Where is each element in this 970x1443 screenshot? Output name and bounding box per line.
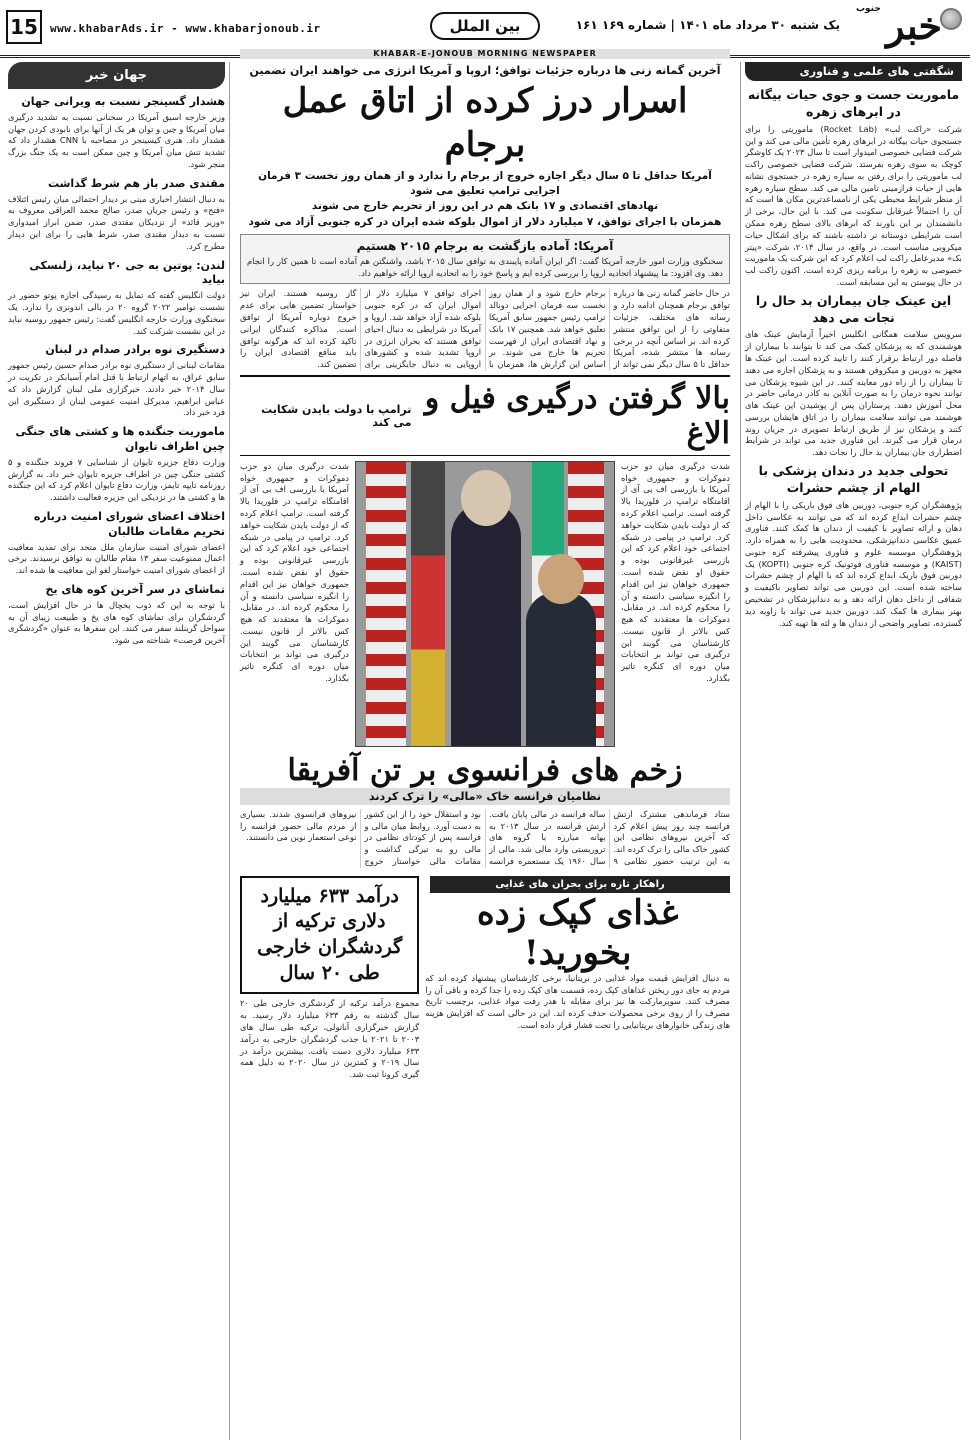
jcpoa-deck-1: آمریکا حداقل تا ۵ سال دیگر اجازه خروج از برجام را ندارد و از همان روز نخست ۳ فرمان اجرایی ترامپ تعلیق می شود — [258, 170, 712, 198]
world-news-column — [4, 62, 230, 1440]
jcpoa-deck-2: نهادهای اقتصادی و ۱۷ بانک هم در این روز از تحریم خارج می شوند — [311, 200, 659, 213]
venus-article-body: شرکت «راکت لب» (Rocket Lab) ماموریتی را برای جستجوی حیات بیگانه در ابرهای زهره تأمین مالی می کند و این شرکت فضایی خصوصی امیدوار است تا سال ۲۰۲۳ یک کاوشگر کوچک به سوی زهره بفرستد. شرکت فضایی خصوصی راکت لب ماموریتی را برای رفتن به سیاره زهره در جستجوی نشانه هایی از حیات فرازمینی تامین مالی می کند. سطح سیاره زهره از منظر شرایط محیطی یکی از نامساعدترین مکان ها است که آن را احتمالاً غیرقابل سکونت می کند. با این حال، برخی از دانشمندان بر این باورند که ابرهای بالای سطح زهره ممکن است شرایطی دوستانه تر داشته باشند که برای اشکال حیات میکروبی مناسب است. در واقع، در سال ۲۰۱۴، شرکت «پیتر بک» مدیرعامل راکت لب اعلام کرد که این شرکت یک ماموریت خصوصی به زهره را برنامه ریزی کرده است. اکنون راکت لب در حال پیوستن به این مسابقه است. — [745, 123, 963, 287]
icebergs-body: با توجه به این که ذوب یخچال ها در حال افزایش است، گردشگران برای تماشای کوه های یخ و طبیعت زیبای آن به سواحل گرینلند سفر می کنند. این سفرها به عنوان «گردشگری آخرین فرصت» شناخته می شود. — [8, 599, 225, 646]
person-figure — [526, 592, 596, 747]
taiwan-body: وزارت دفاع جزیره تایوان از شناسایی ۷ فروند جنگنده و ۵ کشتی جنگی چین در اطراف جزیره تایوان خبر داد. به گزارش روزنامه تایپه تایمز، وزارت دفاع تایوان اعلام کرد که این جنگنده ها و کشتی ها در نزدیکی این جزیره فعالیت داشتند. — [8, 456, 225, 503]
english-strip: KHABAR-E-JONOUB MORNING NEWSPAPER — [240, 49, 730, 59]
science-section-tag: شگفتی های علمی و فناوری — [745, 62, 962, 81]
elephant-headline-row — [240, 375, 730, 456]
icebergs-title: تماشای در سر آخرین کوه های یخ — [45, 582, 225, 596]
jcpoa-kicker: آخرین گمانه زنی ها درباره جزئیات توافق؛ اروپا و آمریکا انرژی می خواهند ایران تضمین — [249, 64, 721, 77]
logo-subtitle: جنوب — [856, 4, 881, 14]
person-head — [538, 554, 584, 604]
page-number: 15 — [6, 10, 42, 44]
venus-article-title: ماموریت جست و جوی حیات بیگانه در ابرهای زهره — [747, 87, 960, 119]
us-ready-box — [240, 234, 730, 285]
kissinger-title: هشدار گسینجر نسبت به ویرانی جهان — [21, 95, 225, 108]
africa-kicker: نظامیان فرانسه خاک «مالی» را ترک کردند — [240, 788, 730, 805]
flag-image — [366, 462, 406, 746]
dentistry-title: تحولی جدید در دندان پزشکی با الهام از چشم حشرات — [758, 463, 949, 495]
us-ready-title: آمریکا: آماده بازگشت به برجام ۲۰۱۵ هستیم — [356, 238, 614, 253]
elephant-body-cont: شدت درگیری میان دو حزب دموکرات و جمهوری خواه آمریکا با بازرسی اف بی آی از اقامتگاه ترامپ در فلوریدا بالا گرفته است. ترامپ اعلام کرده که از دولت بایدن شکایت خواهد کرد. ترامپ در پیامی در شبکه اجتماعی خود اعلام کرد که این بازرسی غیرقانونی بوده و حقوق او نقض شده است. جمهوری خواهان نیز این اقدام را انگیزه سیاسی دانسته و آن را محکوم کرده اند. در مقابل، دموکرات ها معتقدند که هیچ کس بالاتر از قانون نیست. کارشناسان می گویند این درگیری می تواند بر انتخابات میان دوره ای کنگره تاثیر بگذارد. — [240, 460, 349, 683]
africa-body-columns — [240, 809, 730, 868]
sadr-title: مقتدی صدر باز هم شرط گذاشت — [47, 176, 225, 190]
saddam-nephew-body: مقامات لبنانی از دستگیری نوه برادر صدام حسین رئیس جمهور سابق عراق، به اتهام ارتباط با قتل امام آسیابکر در تکریت در سال ۲۰۱۴ خبر دادند. خبرگزاری ملی لبنان گزارش داد که عباس ابراهیم، مدیرکل امنیت عمومی لبنان از دستگیری این فرد خبر داد. — [8, 360, 225, 418]
taliban-title: اختلاف اعضای شورای امنیت درباره تحریم مقامات طالبان — [33, 509, 225, 538]
section-badge: بین الملل — [430, 12, 540, 40]
science-column — [740, 62, 966, 1440]
jcpoa-body-columns — [240, 288, 730, 370]
smart-glasses-body: سرویس سلامت همگانی انگلیس اخیراً آزمایش عینک های هوشمندی که به پزشکان کمک می کند تا بتوانند با بیماران از فاصله دور ارتباط برقرار کنند را تایید کرده است. این عینک ها مجهز به دوربین و میکروفن هستند و به پزشکان اجازه می دهند تا بیماران را از راه دور معاینه کنند. در این شیوه پزشکان می توانند نحوه درمان را به صورت آنلاین به کادر درمانی حاضر در محل آموزش دهند. پرستاران پس از پوشیدن این عینک های هوشمند می توانند سلامت بیماران را در اتاق هایشان بررسی کنند و پزشکان نیز از طریق ارتباط تصویری در جریان روند درمان قرار می گیرند. این فناوری جدید می تواند در شرایط اضطراری جان بیماران بد حال را نجات دهد. — [745, 329, 962, 458]
person-figure — [451, 502, 521, 747]
sadr-body: به دنبال انتشار اخباری مبنی بر دیدار احتمالی میان رئیس ائتلاف «فتح» و رئیس جریان صدر، صالح محمد العراقی معروف به «وزیر قائد» از نزدیکان مقتدی صدر، ضمن ابراز امیدواری نسبت به دیدار مقتدی صدر، شرط هایی را برای این دیدار مطرح کرد. — [8, 193, 225, 251]
smart-glasses-title: این عینک جان بیماران بد حال را نجات می دهد — [755, 292, 952, 325]
food-kicker: راهکار تازه برای بحران های غذایی — [430, 876, 730, 893]
turkey-body: مجموع درآمد ترکیه از گردشگری خارجی طی ۲۰ سال گذشته به رقم ۶۳۳ میلیارد دلار رسید. به گزارش خبرگزاری آناتولی، ترکیه طی سال های ۲۰۰۳ تا ۲۰۲۱ با جذب گردشگران خارجی به درآمد ۶۳۳ میلیارد دلاری دست یافت. بیشترین درآمد در سال ۲۰۱۹ و کمترین در سال ۲۰۲۰ به دلیل همه گیری کرونا ثبت شد. — [240, 998, 420, 1080]
dentistry-body: پژوهشگران کره جنوبی، دوربین های فوق باریکی را با الهام از چشم حشرات ابداع کرده اند که می توانند به عکاسی داخل دهان و ارائه تصاویر با کیفیت از دندان ها کمک کنند. فناوری عمیق عکاسی دندانپزشکی، محدودیت هایی را به همراه دارد. پژوهشگران موسسه علوم و فناوری پیشرفته کره جنوبی (KAIST) و موسسه فناوری فوتونیک کره جنوبی (KOPTI) یک دوربین فوق باریک ابداع کرده اند که با الهام از چشم حشرات ساخته شده است. این دوربین می تواند تصاویر باکیفیت و شفافی از داخل دهان ارائه دهد و به دندانپزشکان در تشخیص بهتر بیماری ها کمک کند. دوربین جدید می تواند با زاویه دید گسترده، تصاویر واضحی از دندان ها و لثه ها تهیه کند. — [745, 499, 962, 628]
taliban-body: اعضای شورای امنیت سازمان ملل متحد برای تمدید معافیت اعمال ممنوعیت سفر ۱۳ مقام طالبان به توافق نرسیدند. برخی از اعضای شورای امنیت خواستار لغو این معافیت ها شده اند. — [8, 541, 225, 576]
africa-body: ستاد فرماندهی مشترک ارتش فرانسه چند روز پیش اعلام کرد که آخرین نیروهای نظامی این کشور خاک مالی را ترک کرده اند. به این ترتیب حضور نظامی ۹ ساله فرانسه در مالی پایان یافت. ارتش فرانسه در سال ۲۰۱۳ به بهانه مبارزه با گروه های تروریستی وارد مالی شد. مالی از سال ۱۹۶۰ یک مستعمره فرانسه بود و استقلال خود را از این کشور به دست آورد. روابط میان مالی و فرانسه پس از کودتای نظامی در مالی رو به تیرگی گذاشت و مقامات مالی خواستار خروج نیروهای فرانسوی شدند. بسیاری از مردم مالی حضور فرانسه را نوعی استعمار نوین می دانستند. — [240, 808, 730, 867]
elephant-headline: بالا گرفتن درگیری فیل و الاغ — [424, 380, 730, 451]
logo-text: خبر — [886, 3, 942, 48]
flag-image — [411, 462, 445, 746]
africa-headline: زخم های فرانسوی بر تن آفریقا — [287, 752, 683, 788]
jcpoa-deck-3: همزمان با اجرای توافق، ۷ میلیارد دلار از اموال بلوکه شده ایران در کره جنوبی آزاد می شود — [248, 215, 722, 228]
globe-icon — [940, 8, 962, 30]
london-g20-title: لندن: پوتین به جی ۲۰ نیاید، زلنسکی بیاید — [29, 258, 225, 287]
bottom-row — [240, 876, 730, 1081]
dateline: یک شنبه ۳۰ مرداد ماه ۱۴۰۱ | شماره ۱۶۹ ۱۶۱ — [575, 18, 840, 32]
elephant-kicker: ترامپ با دولت بایدن شکایت می کند — [261, 402, 412, 429]
us-ready-body: سخنگوی وزارت امور خارجه آمریکا گفت: اگر ایران آماده پایبندی به توافق سال ۲۰۱۵ باشد، واشنگتن هم آماده است تا همین کار را انجام دهد. وی افزود: ما پیشنهاد اتحادیه اروپا را بررسی کرده ایم و پاسخ خود را به اتحادیه اروپا ارائه خواهیم داد. — [247, 255, 723, 278]
jcpoa-body: در حال حاضر گمانه زنی ها درباره توافق برجام همچنان ادامه دارد و رسانه های مختلف، جزئیات متفاوتی را از این توافق منتشر کرده اند. بر اساس آنچه در برخی رسانه ها منتشر شده، آمریکا حداقل تا ۵ سال دیگر نمی تواند از برجام خارج شود و از همان روز نخست سه فرمان اجرایی دونالد ترامپ رئیس جمهور سابق آمریکا تعلیق خواهد شد. همچنین ۱۷ بانک و نهاد اقتصادی ایران از فهرست تحریم ها خارج می شوند. بر اساس این گزارش ها، همزمان با اجرای توافق ۷ میلیارد دلار از اموال ایران که در کره جنوبی بلوکه شده آزاد خواهد شد. اروپا و آمریکا در شرایطی به دنبال احیای توافق هستند که بحران انرژی در اروپا تشدید شده و کشورهای اروپایی به دنبال جایگزینی برای گاز روسیه هستند. ایران نیز خواستار تضمین هایی برای عدم خروج دوباره آمریکا از توافق است. مذاکره کنندگان ایرانی تاکید کرده اند که هرگونه توافق باید منافع اقتصادی ایران را تضمین کند. — [240, 288, 730, 370]
website-url[interactable]: www.khabarAds.ir - www.khabarjonoub.ir — [50, 22, 321, 35]
food-headline: غذای کپک زده بخورید! — [476, 892, 679, 973]
food-story — [425, 876, 730, 1081]
world-news-tag: جهان خبر — [8, 62, 225, 89]
london-g20-body: دولت انگلیس گفته که تمایل به رسیدگی اجازه پوتو حضور در نشست نوامبر ۲۰۲۲ گروه ۲۰ در بالی اندونزی را ندارد. یک سخنگوی وزارت خارجه انگلیس گفت: رئیس جمهور روسیه نباید در این نشست شرکت کند. — [8, 290, 225, 336]
saddam-nephew-title: دستگیری نوه برادر صدام در لبنان — [45, 343, 225, 357]
newspaper-logo — [852, 4, 962, 48]
masthead — [0, 0, 970, 58]
kissinger-body: وزیر خارجه اسبق آمریکا در سخنانی نسبت به تشدید درگیری میان آمریکا و چین و توان هر یک از آنها برای نابودی کردن جهان هشدار داد. هنری کیسینجر در مصاحبه با CNN هشدار داد که تشدید تنش میان آمریکا و چین ممکن است به یک جنگ بزرگ منجر شود. — [8, 111, 225, 169]
person-head — [461, 470, 511, 526]
turkey-story — [240, 876, 419, 1081]
elephant-body: شدت درگیری میان دو حزب دموکرات و جمهوری خواه آمریکا با بازرسی اف بی آی از اقامتگاه ترامپ در فلوریدا بالا گرفته است. ترامپ اعلام کرده که از دولت بایدن شکایت خواهد کرد. ترامپ در پیامی در شبکه اجتماعی خود اعلام کرد که این بازرسی غیرقانونی بوده و حقوق او نقض شده است. جمهوری خواهان نیز این اقدام را انگیزه سیاسی دانسته و آن را محکوم کرده اند. در مقابل، دموکرات ها معتقدند که هیچ کس بالاتر از قانون نیست. کارشناسان می گویند این درگیری می تواند بر انتخابات میان دوره ای کنگره تاثیر بگذارد. — [621, 460, 730, 683]
biden-photo — [355, 461, 615, 747]
main-stories — [234, 62, 736, 1440]
jcpoa-headline: اسرار درز کرده از اتاق عمل برجام — [282, 81, 688, 165]
food-body: به دنبال افزایش قیمت مواد غذایی در بریتانیا، برخی کارشناسان پیشنهاد کرده اند که مردم به جای دور ریختن غذاهای کپک زده، قسمت های کپک زده را جدا کرده و باقی آن را مصرف کنند. سوپرمارکت ها نیز برای مقابله با هدر رفت مواد غذایی، برچسب تاریخ مصرف را از روی برخی محصولات حذف کرده اند. این در حالی است که افزایش هزینه های زندگی خانوارهای بریتانیایی را تحت فشار قرار داده است. — [425, 972, 730, 1030]
taiwan-title: ماموریت جنگنده ها و کشتی های جنگی چین اطراف تایوان — [15, 425, 225, 453]
elephant-story — [240, 461, 730, 747]
turkey-headline: درآمد ۶۳۳ میلیارد دلاری ترکیه از گردشگران خارجی طی ۲۰ سال — [240, 876, 419, 995]
